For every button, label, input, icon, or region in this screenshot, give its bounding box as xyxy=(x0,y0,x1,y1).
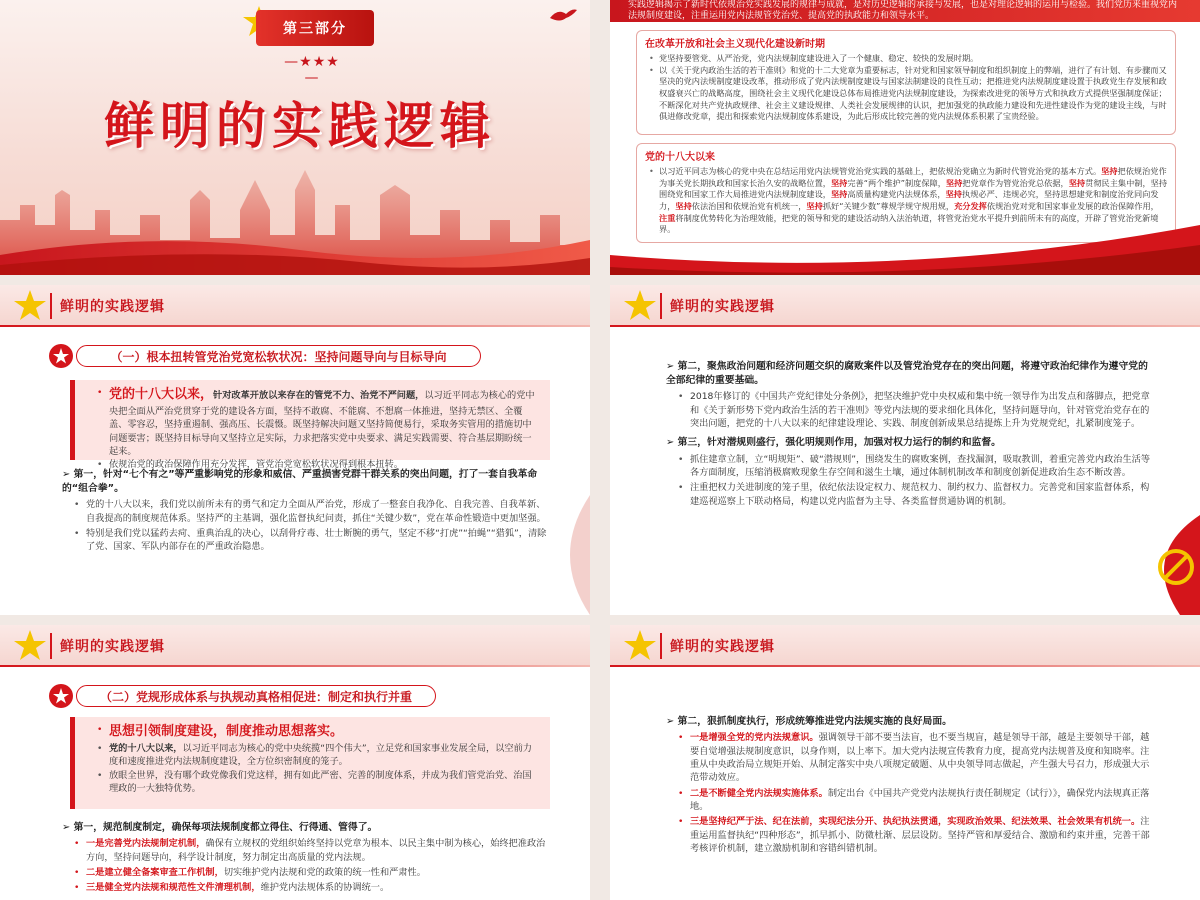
slide-section-two[interactable] xyxy=(0,625,590,900)
point-heading-text: 第一，规范制度制定，确保每项法规制度都立得住、行得通、管得了。 xyxy=(73,822,378,833)
point-item-text: 强调领导干部不要当法盲，也不要当规盲，越是领导干部，越是主要领导干部，越要自觉增强法规制度意识，以身作则，以上率下。加大党内法规宣传教育力度，提高党内法规普及度和知晓率。注重从中央政治局立规矩开始、从制定落实中央八项规定破题、从中央领导同志做起，产生强大号召力，形成强大示范带动效应。 xyxy=(690,732,1150,784)
card-item: • 以《关于党内政治生活的若干准则》和党的十二大党章为重要标志，针对党和国家领导制度和组织制度上的弊端，进行了有计划、有步骤而又坚决的党内法规制度建设改革，推动形成了党内法规制度建设与国家法制建设的良性互动；把推进党内法规制度建设置于执政党生存发展和政权盛衰兴亡的战略高度，围绕社会主义现代化建设总体布局推进党内法规制度建设，为探索改进党的领导方式和执政方式提供坚强制度保证；不断深化对共产党执政规律、社会主义建设规律、人类社会发展规律的认识，把加强党的执政能力建设和先进性建设作为党的建设主线，与时俱进修改党章，提出和探索党内法规制度体系建设，为此后形成比较完善的党内法规体系积累了宝贵经验。 xyxy=(645,65,1167,123)
star-icon xyxy=(12,287,48,323)
text-run: 注重 xyxy=(659,212,676,223)
period-card-reform xyxy=(636,30,1176,135)
red-corner-decoration xyxy=(520,495,590,615)
text-run: 依法治国和依规治党有机统一， xyxy=(691,200,807,211)
text-run: 依规治党对党和国家事业发展的政治保障作用， xyxy=(986,200,1159,211)
highlight-item xyxy=(85,386,540,458)
party-emblem-icon xyxy=(1120,505,1200,615)
city-skyline-illustration xyxy=(0,150,590,275)
content-block xyxy=(666,360,1156,510)
highlight-item xyxy=(85,742,540,769)
point-item: • 注重把权力关进制度的笼子里，依纪依法设定权力、规范权力、制约权力、监督权力。完善党和国家监督体系，构建巡视巡察上下联动格局，构建以党内监督为主导、各类监督贯通协调的机制。 xyxy=(666,481,1156,508)
point-heading: ➢ 第一，规范制度制定，确保每项法规制度都立得住、行得通、管得了。 xyxy=(62,822,378,833)
lead-bold: 针对改革开放以来存在的管党不力、治党不严问题， xyxy=(213,390,425,401)
slide-header xyxy=(0,285,590,327)
slide-history-periods[interactable] xyxy=(610,0,1200,275)
highlight-box xyxy=(70,380,550,471)
text-run: 把党章作为管党治党总依据， xyxy=(962,177,1069,188)
header-divider xyxy=(50,293,52,319)
point-item-lead: 二是建立健全备案审查工作机制， xyxy=(86,866,224,878)
point-item-lead: 一是完善党内法规制定机制， xyxy=(86,838,206,850)
star-circle-icon xyxy=(48,683,74,709)
point-item-lead: 三是健全党内法规和规范性文件清理机制， xyxy=(86,882,261,894)
star-icon xyxy=(12,627,48,663)
intro-banner xyxy=(610,0,1200,22)
text-run: 坚持 xyxy=(1101,166,1118,176)
point-item-lead: 二是不断健全党内法规实施体系。 xyxy=(690,787,828,799)
text-run: 充分发挥 xyxy=(954,200,987,211)
lead-text: 党的十八大以来， xyxy=(109,387,214,402)
point-item xyxy=(666,731,1156,784)
point-heading-text: 第一，针对“七个有之”等严重影响党的形象和威信、严重损害党群干群关系的突出问题，打了一套自我革命的“组合拳”。 xyxy=(62,469,538,495)
content-block xyxy=(62,821,552,897)
point-item-lead: 一是增强全党的党内法规意识。 xyxy=(690,732,819,744)
point-item: • 2018年修订的《中国共产党纪律处分条例》，把坚决维护党中央权威和集中统一领导作为出发点和落脚点，把党章和《关于新形势下党内政治生活的若干准则》等党内法规的要求细化具体化，坚持问题导向，针对管党治党存在的突出问题，把党的十八大以来的纪律建设理论、实践、制度创新成果总结提炼上升为党规党纪，扎紧制度笼子。 xyxy=(666,390,1156,430)
section-heading: （二）党规形成体系与执规动真格相促进：制定和执行并重 xyxy=(76,685,436,707)
highlight-item: • 放眼全世界，没有哪个政党像我们党这样，拥有如此严密、完善的制度体系，并成为我们管党治党、治国理政的一大独特优势。 xyxy=(85,769,540,796)
header-title: 鲜明的实践逻辑 xyxy=(670,639,775,655)
point-item-text: 切实维护党内法规和党的政策的统一性和严肃性。 xyxy=(223,866,426,878)
star-icon xyxy=(622,287,658,323)
point-heading: ➢ 第二，狠抓制度执行，形成统筹推进党内法规实施的良好局面。 xyxy=(666,716,952,727)
point-item-lead: 三是坚持纪严于法、纪在法前，实现纪法分开、执纪执法贯通，实现政治效果、纪法效果、社会效果有机统一。 xyxy=(690,816,1141,828)
lead-bold: 党的十八大以来， xyxy=(109,742,183,754)
text-run: 高质量构建党内法规体系， xyxy=(847,189,946,200)
point-heading-text: 第二，狠抓制度执行，形成统筹推进党内法规实施的良好局面。 xyxy=(677,716,952,727)
point-heading-text: 第二，聚焦政治问题和经济问题交织的腐败案件以及管党治党存在的突出问题，将遵守政治纪律作为遵守党的全部纪律的重要基础。 xyxy=(666,361,1148,387)
header-underline xyxy=(610,665,1200,667)
point-item xyxy=(62,866,552,879)
text-run: 抓好“关键少数”尊规学规守规用规， xyxy=(822,200,955,211)
content-block xyxy=(666,715,1156,857)
point-item-text: 制定出台《中国共产党党内法规执行责任制规定（试行）》，确保党内法规真正落地。 xyxy=(690,787,1150,812)
text-run: 坚持 xyxy=(675,200,692,211)
point-item-text: 确保有立规权的党组织始终坚持以党章为根本、以民主集中制为核心，始终把准政治方向，坚持问题导向，科学设计制度，努力制定出高质量的党内法规。 xyxy=(86,838,546,863)
text-run: 把依规治党作为事关党长期执政和国家长治久安的战略位置， xyxy=(659,166,1167,188)
header-divider xyxy=(50,633,52,659)
slide-section-one[interactable] xyxy=(0,285,590,615)
slide-implementation[interactable] xyxy=(610,625,1200,900)
header-underline xyxy=(0,325,590,327)
slide-political-discipline[interactable] xyxy=(610,285,1200,615)
highlight-item xyxy=(85,723,540,742)
point-heading-text: 第三，针对潜规则盛行，强化明规则作用，加强对权力运行的制约和监督。 xyxy=(677,437,1001,449)
header-title: 鲜明的实践逻辑 xyxy=(60,299,165,315)
point-heading: ➢ 第二，聚焦政治问题和经济问题交织的腐败案件以及管党治党存在的突出问题，将遵守政治纪律作为遵守党的全部纪律的重要基础。 xyxy=(666,361,1148,387)
highlight-box xyxy=(70,717,550,809)
point-heading: ➢ 第三，针对潜规则盛行，强化明规则作用，加强对权力运行的制约和监督。 xyxy=(666,437,1001,449)
text-run: 坚持 xyxy=(1068,177,1086,188)
text-run: 将制度优势转化为治理效能，把党的领导和党的建设活动纳入法治轨道，将管党治党水平提升到前所未有的高度，开辟了管党治党新境界。 xyxy=(659,212,1159,235)
slide-header xyxy=(0,625,590,667)
slide-header xyxy=(610,625,1200,667)
header-divider xyxy=(660,633,662,659)
header-underline xyxy=(610,325,1200,327)
point-item-text: 维护党内法规体系的协调统一。 xyxy=(260,882,390,894)
text-run: 坚持 xyxy=(945,177,963,188)
lead-rest: 以习近平同志为核心的党中央把全面从严治党贯穿于党的建设各方面，坚持不敢腐、不能腐、不想腐一体推进，坚持无禁区、全覆盖、零容忍，坚持重遏制、强高压、长震慑。既坚持解决问题又坚持简便易行，采取务实管用的措施切中问题要害；既坚持目标导向又坚持立足实际，力求把落实党中央要求、满足实践需要、符合基层期盼统一起来。 xyxy=(109,390,535,457)
point-item-text: 注重运用监督执纪“四种形态”，抓早抓小、防微杜渐、层层设防。坚持严管和厚爱结合、激励和约束并重，完善干部考核评价机制，建立激励机制和容错纠错机制。 xyxy=(690,816,1150,854)
decorative-stars: —★★★— xyxy=(284,54,340,86)
text-run: 贯彻民主集中制，坚持围绕党和国家工作大局推进党内法规制度建设， xyxy=(659,177,1168,200)
text-run: 执规必严、违规必究，坚持思想建党和制度治党同向发力， xyxy=(659,189,1159,211)
text-run: 坚持 xyxy=(830,189,848,200)
point-item xyxy=(62,837,552,864)
slide-cover[interactable] xyxy=(0,0,590,275)
lead-text: 思想引领制度建设，制度推动思想落实。 xyxy=(109,724,344,739)
point-item xyxy=(666,815,1156,855)
cover-title: 鲜明的实践逻辑 xyxy=(104,96,496,155)
dove-icon xyxy=(548,6,578,24)
text-run: 坚持 xyxy=(830,177,848,188)
text-run: 坚持 xyxy=(806,200,823,211)
star-icon xyxy=(622,627,658,663)
star-circle-icon xyxy=(48,343,74,369)
point-item: • 抓住建章立制，立“明规矩”、破“潜规则”，围绕发生的腐败案例，查找漏洞，吸取教训，着重完善党内政治生活等各方面制度，压缩消极腐败现象生存空间和滋生土壤，通过体制机制改革和制度创新促进政治生态不断改善。 xyxy=(666,453,1156,480)
slide-header xyxy=(610,285,1200,327)
card-title: 在改革开放和社会主义现代化建设新时期 xyxy=(645,39,825,50)
point-heading: ➢ 第一，针对“七个有之”等严重影响党的形象和威信、严重损害党群干群关系的突出问题，打了一套自我革命的“组合拳”。 xyxy=(62,469,538,495)
card-item: • 党坚持要管党、从严治党，党内法规制度建设进入了一个健康、稳定、较快的发展时期。 xyxy=(645,53,1167,65)
text-run: 完善“两个维护”制度保障， xyxy=(847,177,946,188)
content-block xyxy=(62,468,552,556)
card-title: 党的十八大以来 xyxy=(645,152,715,163)
lead-rest: 以习近平同志为核心的党中央统揽“四个伟大”，立足党和国家事业发展全局，以空前力度和速度推进党内法规制度建设，全方位织密制度的笼子。 xyxy=(109,742,532,768)
text-run: 坚持 xyxy=(945,189,962,200)
section-heading: （一）根本扭转管党治党宽松软状况：坚持问题导向与目标导向 xyxy=(76,345,481,367)
red-wave-decoration xyxy=(610,205,1200,275)
point-item: • 党的十八大以来，我们党以前所未有的勇气和定力全面从严治党，形成了一整套自我净化、自我完善、自我革新、自我提高的制度规范体系。坚持严的主基调，强化监督执纪问责，抓住“关键少数”，党在革命性锻造中更加坚强。 xyxy=(62,498,552,525)
highlight-item: • 依规治党的政治保障作用充分发挥，管党治党宽松软状况得到根本扭转。 xyxy=(85,458,540,471)
point-item: • 特别是我们党以猛药去疴、重典治乱的决心，以刮骨疗毒、壮士断腕的勇气，坚定不移“打虎”“拍蝇”“猎狐”，清除了党、国家、军队内部存在的严重政治隐患。 xyxy=(62,527,552,554)
header-title: 鲜明的实践逻辑 xyxy=(60,639,165,655)
point-item xyxy=(666,787,1156,814)
part-badge: 第三部分 xyxy=(256,10,374,46)
intro-text: 实践逻辑揭示了新时代依规治党实践发展的规律与成就，是对历史逻辑的承接与发展，也是对理论逻辑的运用与检验。我们党历来重视党内法规制度建设，注重运用党内法规管党治党、提高党的执政能力和领导水平。 xyxy=(628,0,1178,21)
header-title: 鲜明的实践逻辑 xyxy=(670,299,775,315)
header-underline xyxy=(0,665,590,667)
point-item xyxy=(62,881,552,894)
header-divider xyxy=(660,293,662,319)
text-run: 以习近平同志为核心的党中央在总结运用党内法规管党治党实践的基础上，把依规治党确立为新时代管党治党的基本方式。 xyxy=(659,166,1102,176)
